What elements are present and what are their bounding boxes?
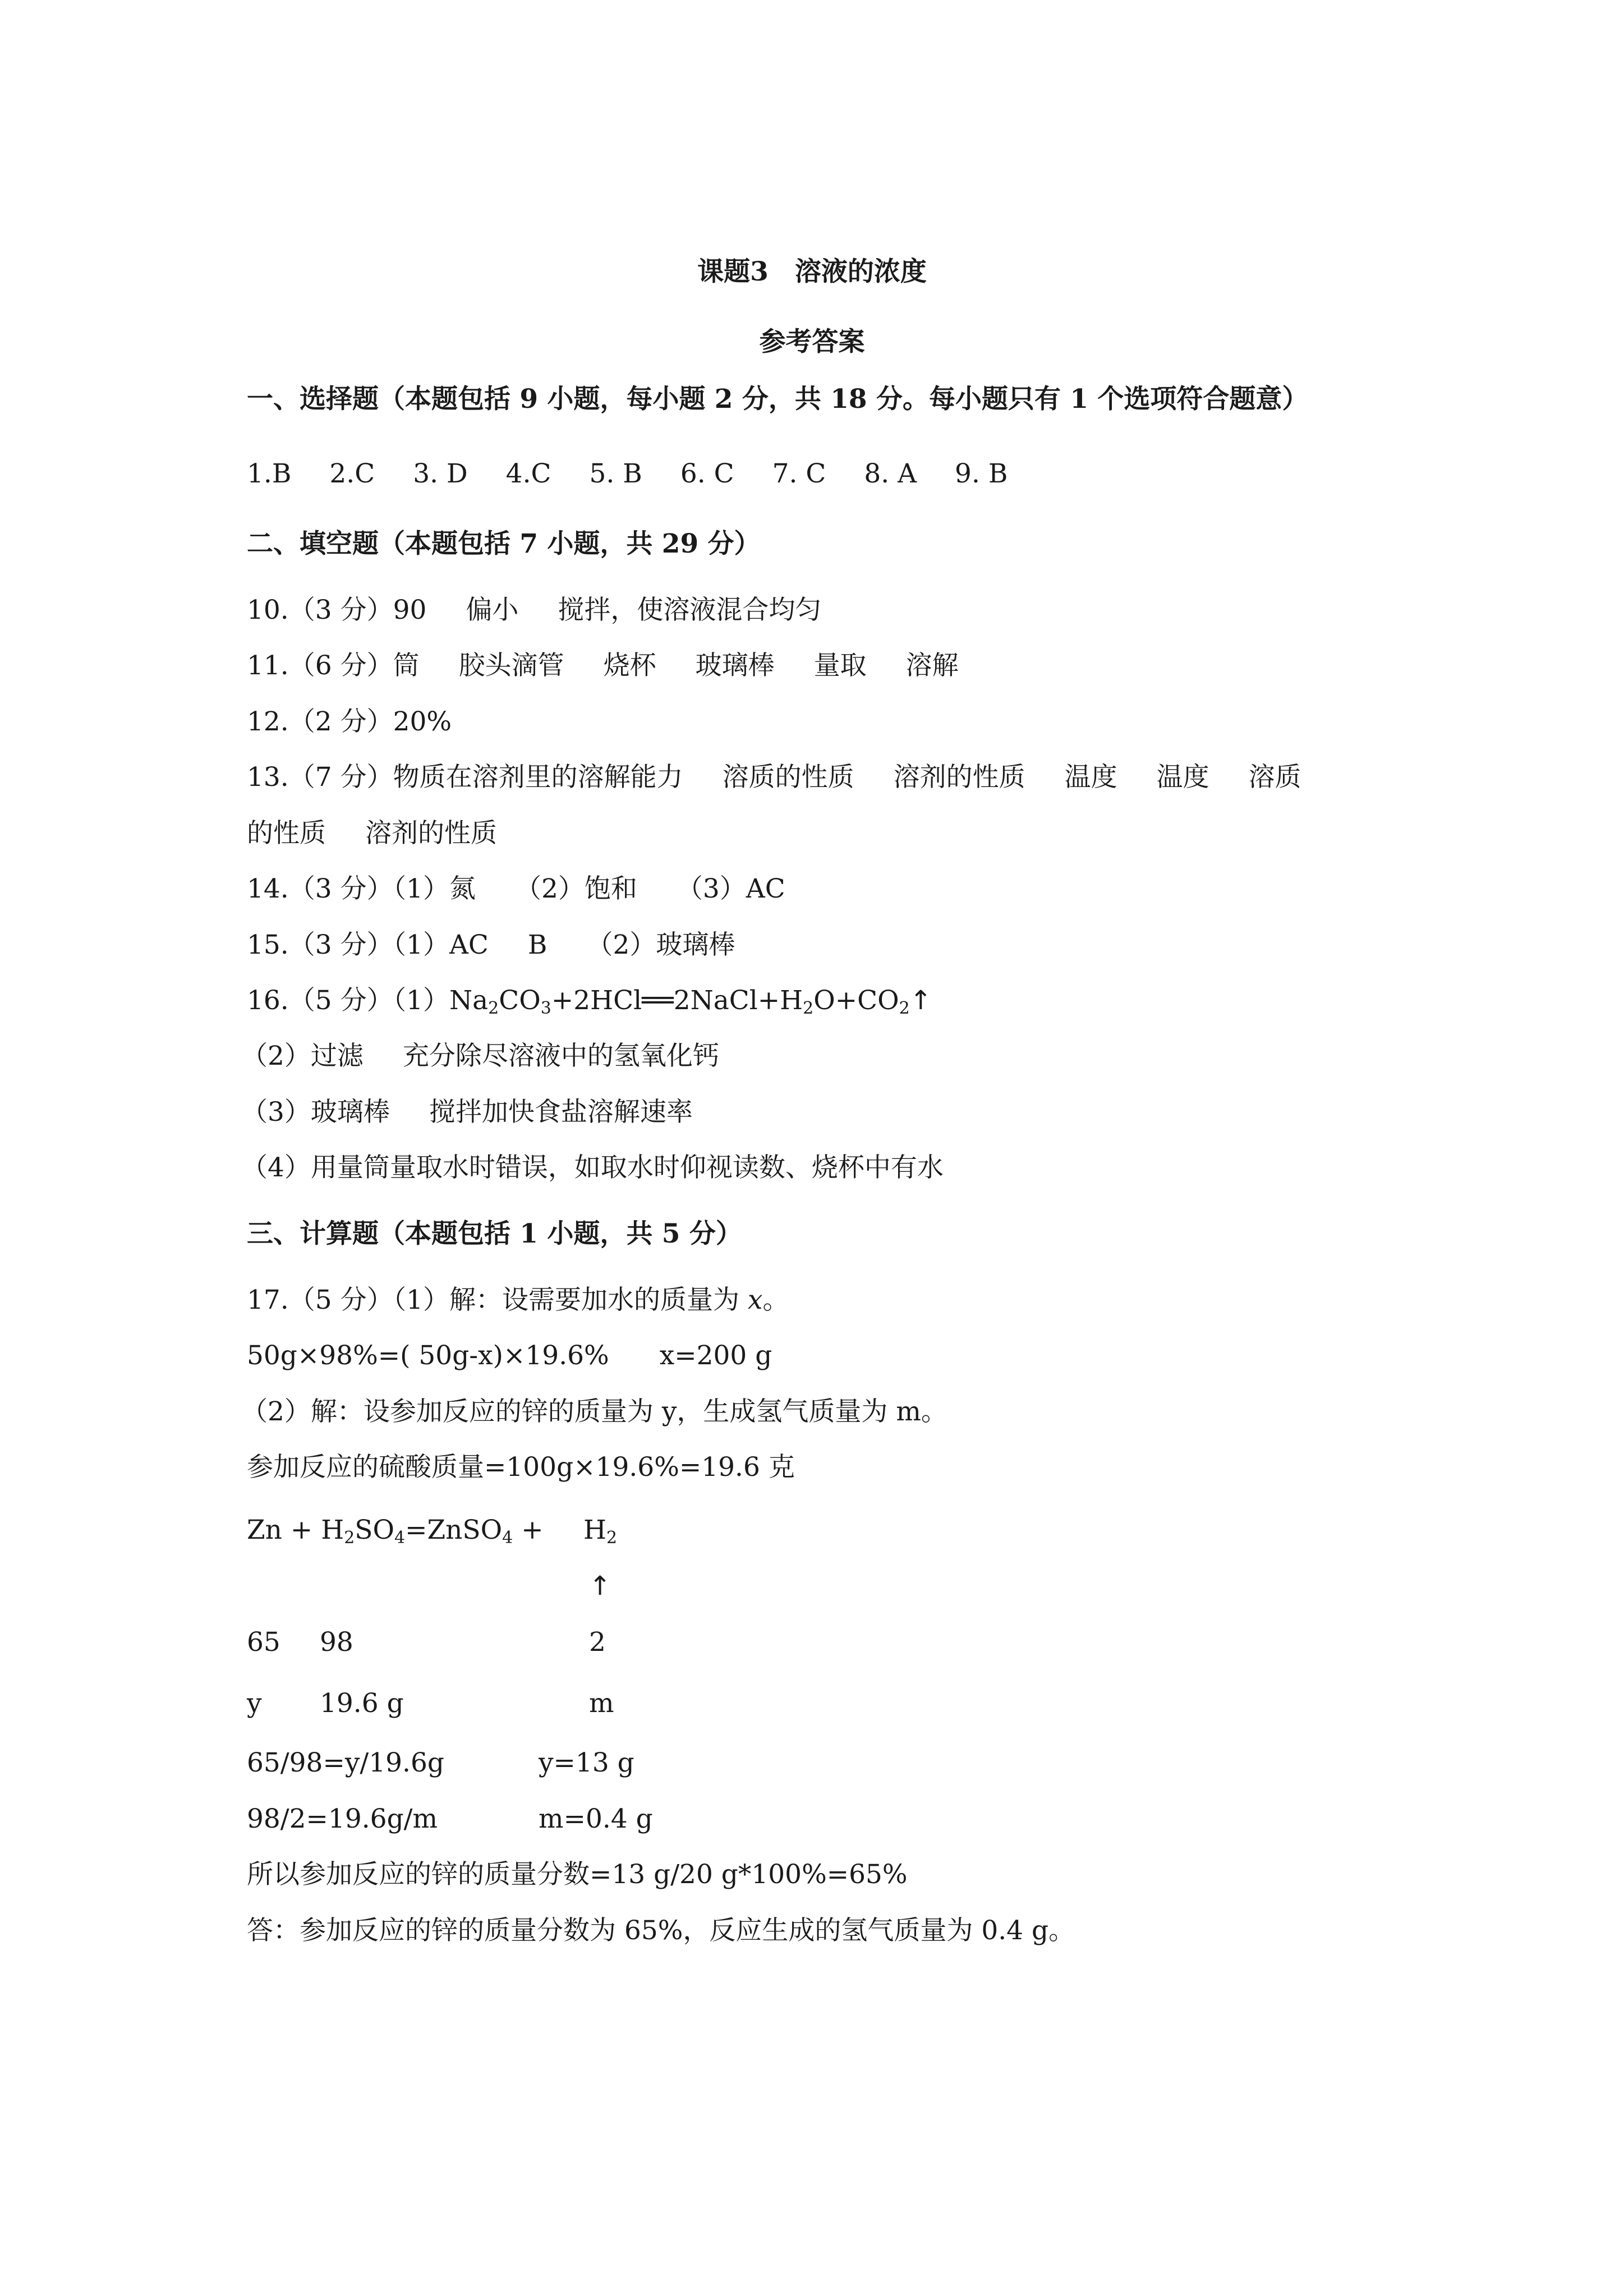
- q16-line3: [241, 1096, 693, 1129]
- q13-part2: 溶质的性质: [722, 762, 854, 793]
- zn-equation: $Zn + H_2SO_4=ZnSO_4$ +: [247, 1515, 544, 1548]
- q11-part6: 溶解: [905, 650, 959, 681]
- answer-6: 6. C: [680, 458, 734, 489]
- q13-part6: 溶质: [1248, 762, 1301, 793]
- answer-1: 1.B: [247, 458, 292, 489]
- q12: 12.（2 分）20%: [247, 706, 452, 737]
- var-row-y: y: [247, 1688, 262, 1719]
- q11: [247, 649, 959, 683]
- q13-part5: 温度: [1156, 762, 1209, 793]
- page-subtitle: 参考答案: [759, 326, 865, 357]
- q13-part1: 13.（7 分）物质在溶剂里的溶解能力: [247, 762, 683, 793]
- q16-3-part2: 搅拌加快食盐溶解速率: [429, 1097, 693, 1128]
- mass-row: 65: [247, 1627, 280, 1658]
- q10: [247, 593, 821, 627]
- answer-2: 2.C: [329, 458, 375, 489]
- q10-part2: 偏小: [466, 595, 519, 625]
- q11-part5: 量取: [813, 650, 867, 681]
- q16-label: 16.（5 分）（1）: [247, 985, 449, 1016]
- mass-row-98: 98: [320, 1627, 353, 1658]
- q14: [247, 872, 785, 906]
- answer-5: 5. B: [589, 458, 642, 489]
- section2-heading: 二、填空题（本题包括 7 小题，共 29 分）: [247, 528, 761, 559]
- page-title: 课题3 溶液的浓度: [697, 256, 927, 287]
- mass-row-2: 2: [589, 1627, 606, 1658]
- q16-2-part2: 充分除尽溶液中的氢氧化钙: [402, 1041, 719, 1071]
- answer-9: 9. B: [955, 458, 1008, 489]
- q17-1b-part2: x=200 g: [659, 1340, 772, 1371]
- q17-2b: 参加反应的硫酸质量=100g×19.6%=19.6 克: [247, 1452, 795, 1483]
- final-answer: 答：参加反应的锌的质量分数为 65%，反应生成的氢气质量为 0.4 g。: [247, 1915, 1075, 1946]
- q13-part7: 的性质: [247, 818, 326, 849]
- q16-equation: $Na_2CO_3+2HCl══2NaCl+H_2O+CO_2↑$: [449, 985, 932, 1018]
- q14-part3: （3）AC: [676, 873, 785, 904]
- section1-answers: [247, 457, 1007, 491]
- answer-8: 8. A: [864, 458, 917, 489]
- calc2: 98/2=19.6g/m: [247, 1803, 438, 1834]
- answer-4: 4.C: [505, 458, 551, 489]
- q16-line4: （4）用量筒量取水时错误，如取水时仰视读数、烧杯中有水: [241, 1152, 944, 1183]
- section3-heading: 三、计算题（本题包括 1 小题，共 5 分）: [247, 1218, 742, 1249]
- q16-2-part1: （2）过滤: [241, 1041, 364, 1071]
- q11-part1: 11.（6 分）筒: [247, 650, 420, 681]
- q13-part4: 温度: [1064, 762, 1117, 793]
- q17-2a: （2）解：设参加反应的锌的质量为 y，生成氢气质量为 m。: [241, 1396, 947, 1427]
- q15-part1: 15.（3 分）（1）AC: [247, 930, 489, 960]
- calc2-result: m=0.4 g: [539, 1803, 653, 1834]
- q13-line1: [247, 761, 1301, 794]
- q13-part3: 溶剂的性质: [893, 762, 1025, 793]
- section1-heading: 一、选择题（本题包括 9 小题，每小题 2 分，共 18 分。每小题只有 1 个选项符合题意）: [247, 384, 1309, 415]
- q10-part3: 搅拌，使溶液混合均匀: [558, 595, 822, 625]
- gas-arrow-icon: ↑: [589, 1571, 611, 1602]
- calc1: 65/98=y/19.6g: [247, 1747, 444, 1778]
- h2-product: $H_2$: [583, 1515, 618, 1548]
- q15-part2: B: [527, 930, 548, 960]
- q15: [247, 928, 735, 962]
- q11-part4: 玻璃棒: [695, 650, 775, 681]
- calc1-result: y=13 g: [539, 1747, 634, 1778]
- q16-line2: [241, 1039, 719, 1073]
- q14-part1: 14.（3 分）（1）氮: [247, 873, 476, 904]
- q11-part2: 胶头滴管: [458, 650, 564, 681]
- conclusion: 所以参加反应的锌的质量分数=13 g/20 g*100%=65%: [247, 1859, 908, 1890]
- q16-3-part1: （3）玻璃棒: [241, 1097, 390, 1128]
- q14-part2: （2）饱和: [515, 873, 637, 904]
- q10-part1: 10.（3 分）90: [247, 595, 427, 625]
- q16-line1: [247, 984, 932, 1018]
- var-row-mass: 19.6 g: [320, 1688, 404, 1719]
- q15-part3: （2）玻璃棒: [586, 930, 735, 960]
- q17-1b: [247, 1339, 772, 1373]
- q17-1b-part1: 50g×98%=( 50g-x)×19.6%: [247, 1340, 609, 1371]
- answer-3: 3. D: [413, 458, 468, 489]
- q13-part8: 溶剂的性质: [365, 818, 497, 849]
- gas-arrow-icon: ↑: [909, 985, 932, 1016]
- q13-line2: [247, 817, 497, 850]
- var-row-m: m: [589, 1688, 614, 1719]
- answer-7: 7. C: [772, 458, 826, 489]
- q17-1a: 17.（5 分）（1）解：设需要加水的质量为 x。: [247, 1285, 789, 1315]
- q11-part3: 烧杯: [603, 650, 656, 681]
